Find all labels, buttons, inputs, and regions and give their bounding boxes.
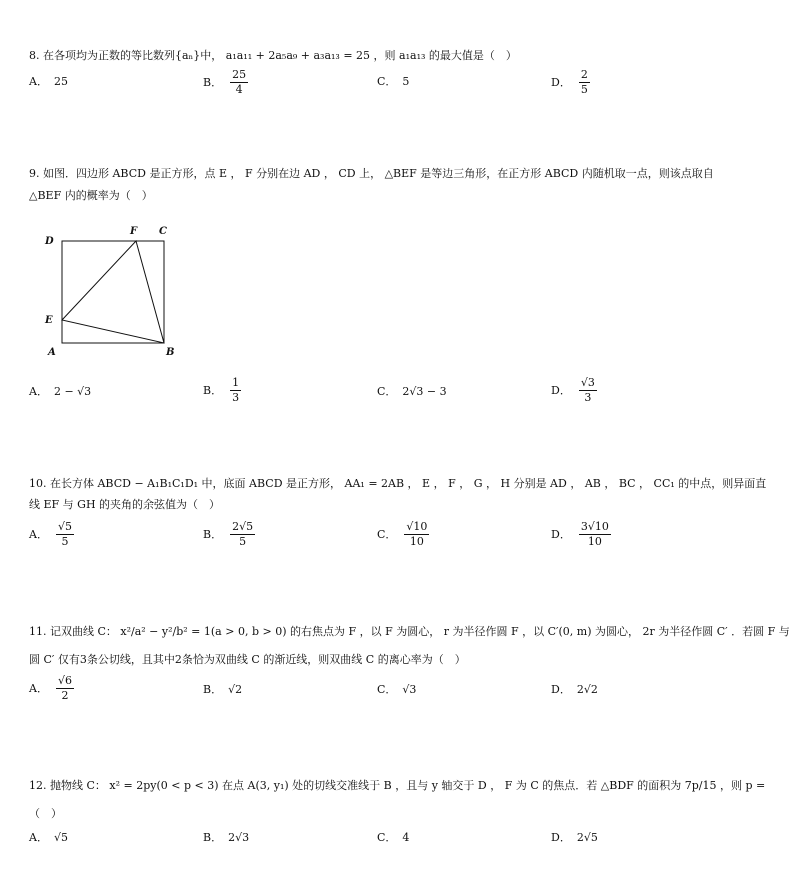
- option-label: D．: [551, 831, 571, 844]
- numerator: √3: [580, 376, 595, 389]
- question-12-stem-line-2: （ ）: [29, 807, 62, 820]
- denominator: 3: [584, 391, 592, 404]
- fraction: [230, 520, 255, 549]
- question-8-option-a[interactable]: [29, 74, 68, 90]
- fraction: [579, 68, 590, 97]
- question-11-option-b[interactable]: [203, 682, 242, 698]
- denominator: 3: [232, 391, 240, 404]
- question-12-option-b[interactable]: [203, 830, 249, 846]
- question-11-option-c[interactable]: [377, 682, 416, 698]
- option-value: 5: [402, 75, 410, 88]
- question-11-stem-line-1: 11. 记双曲线 C： x²/a² − y²/b² = 1(a > 0, b > 0) 的右焦点为 F ，以 F 为圆心， r 为半径作圆 F ，以 C′(0, m) 为圆心， 2r 为半径作圆 C′ ．若圆 F 与: [29, 625, 790, 638]
- question-11-option-d[interactable]: [551, 682, 598, 698]
- question-10-stem-line-1: 10. 在长方体 ABCD − A₁B₁C₁D₁ 中，底面 ABCD 是正方形， AA₁ = 2AB ， E ， F ， G ， H 分别是 AD ， AB ， BC ， CC₁ 的中点，则异面直: [29, 477, 767, 490]
- question-8-stem: 8. 在各项均为正数的等比数列{aₙ}中， a₁a₁₁ + 2a₅a₉ + a₃a₁₃ = 25 ，则 a₁a₁₃ 的最大值是（ ）: [29, 49, 517, 62]
- question-12-stem-line-1: 12. 抛物线 C： x² = 2py(0 < p < 3) 在点 A(3, y₁) 处的切线交准线于 B ，且与 y 轴交于 D ， F 为 C 的焦点．若 △BDF 的面积为 7p/15 ，则 p =: [29, 779, 766, 792]
- option-value: √2: [228, 683, 243, 696]
- fraction: [56, 674, 74, 703]
- square-triangle-figure: [40, 222, 190, 362]
- label-e: E: [45, 315, 53, 326]
- option-value: √3: [402, 683, 417, 696]
- question-12-option-d[interactable]: [551, 830, 598, 846]
- fraction: [230, 376, 241, 405]
- question-12-option-a[interactable]: [29, 830, 68, 846]
- option-value: 2√2: [576, 683, 598, 696]
- numerator: √10: [406, 520, 428, 533]
- label-f: F: [130, 226, 138, 237]
- numerator: 3√10: [580, 520, 609, 533]
- option-label: A．: [29, 831, 48, 844]
- option-value: 2√3: [228, 831, 250, 844]
- option-label: C．: [377, 831, 397, 844]
- option-value: 25: [53, 75, 68, 88]
- option-label: A．: [29, 385, 48, 398]
- question-8-option-b[interactable]: [203, 68, 250, 97]
- option-label: B．: [203, 383, 223, 397]
- fraction: [579, 376, 597, 405]
- option-value: 4: [402, 831, 410, 844]
- option-label: B．: [203, 683, 223, 696]
- numerator: 2: [580, 68, 588, 81]
- option-value: 2√3 − 3: [402, 385, 447, 398]
- question-9-option-a[interactable]: [29, 384, 91, 400]
- numerator: 2√5: [232, 520, 254, 533]
- option-value: 2 − √3: [53, 385, 92, 398]
- question-9-option-d[interactable]: [551, 376, 599, 405]
- option-label: D．: [551, 527, 571, 541]
- option-label: D．: [551, 383, 571, 397]
- label-d: D: [45, 236, 54, 247]
- square-abcd: [62, 241, 164, 343]
- numerator: 25: [232, 68, 247, 81]
- denominator: 5: [239, 535, 247, 548]
- triangle-bef: [62, 241, 164, 343]
- option-label: A．: [29, 527, 48, 541]
- question-12-option-c[interactable]: [377, 830, 409, 846]
- option-label: C．: [377, 75, 397, 88]
- denominator: 10: [587, 535, 602, 548]
- option-value: 2√5: [576, 831, 598, 844]
- fraction: [56, 520, 74, 549]
- question-10-option-b[interactable]: [203, 520, 257, 549]
- question-10-option-a[interactable]: [29, 520, 76, 549]
- option-label: A．: [29, 681, 48, 695]
- option-label: B．: [203, 527, 223, 541]
- option-label: C．: [377, 683, 397, 696]
- question-10-option-c[interactable]: [377, 520, 431, 549]
- numerator: 1: [232, 376, 240, 389]
- denominator: 5: [61, 535, 69, 548]
- option-label: B．: [203, 831, 223, 844]
- question-9-stem-line-1: 9. 如图．四边形 ABCD 是正方形，点 E ， F 分别在边 AD ， CD 上， △BEF 是等边三角形，在正方形 ABCD 内随机取一点，则该点取自: [29, 167, 714, 180]
- fraction: [230, 68, 248, 97]
- question-9-stem-line-2: △BEF 内的概率为（ ）: [29, 189, 153, 202]
- label-a: A: [48, 347, 56, 358]
- question-11-stem-line-2: 圆 C′ 仅有3条公切线，且其中2条恰为双曲线 C 的渐近线，则双曲线 C 的离心率为（ ）: [29, 653, 466, 666]
- option-label: A．: [29, 75, 48, 88]
- option-label: D．: [551, 75, 571, 89]
- question-9-option-c[interactable]: [377, 384, 447, 400]
- question-9-option-b[interactable]: [203, 376, 243, 405]
- option-label: B．: [203, 75, 223, 89]
- denominator: 10: [409, 535, 424, 548]
- option-label: C．: [377, 385, 397, 398]
- numerator: √5: [57, 520, 72, 533]
- fraction: [579, 520, 611, 549]
- option-label: C．: [377, 527, 397, 541]
- option-label: D．: [551, 683, 571, 696]
- question-10-stem-line-2: 线 EF 与 GH 的夹角的余弦值为（ ）: [29, 498, 221, 511]
- option-value: √5: [53, 831, 68, 844]
- question-11-option-a[interactable]: [29, 674, 76, 703]
- denominator: 2: [61, 689, 69, 702]
- question-8-option-d[interactable]: [551, 68, 592, 97]
- denominator: 5: [580, 83, 588, 96]
- fraction: [404, 520, 429, 549]
- denominator: 4: [235, 83, 243, 96]
- label-c: C: [159, 226, 167, 237]
- numerator: √6: [57, 674, 72, 687]
- label-b: B: [166, 347, 175, 358]
- question-10-option-d[interactable]: [551, 520, 613, 549]
- question-8-option-c[interactable]: [377, 74, 409, 90]
